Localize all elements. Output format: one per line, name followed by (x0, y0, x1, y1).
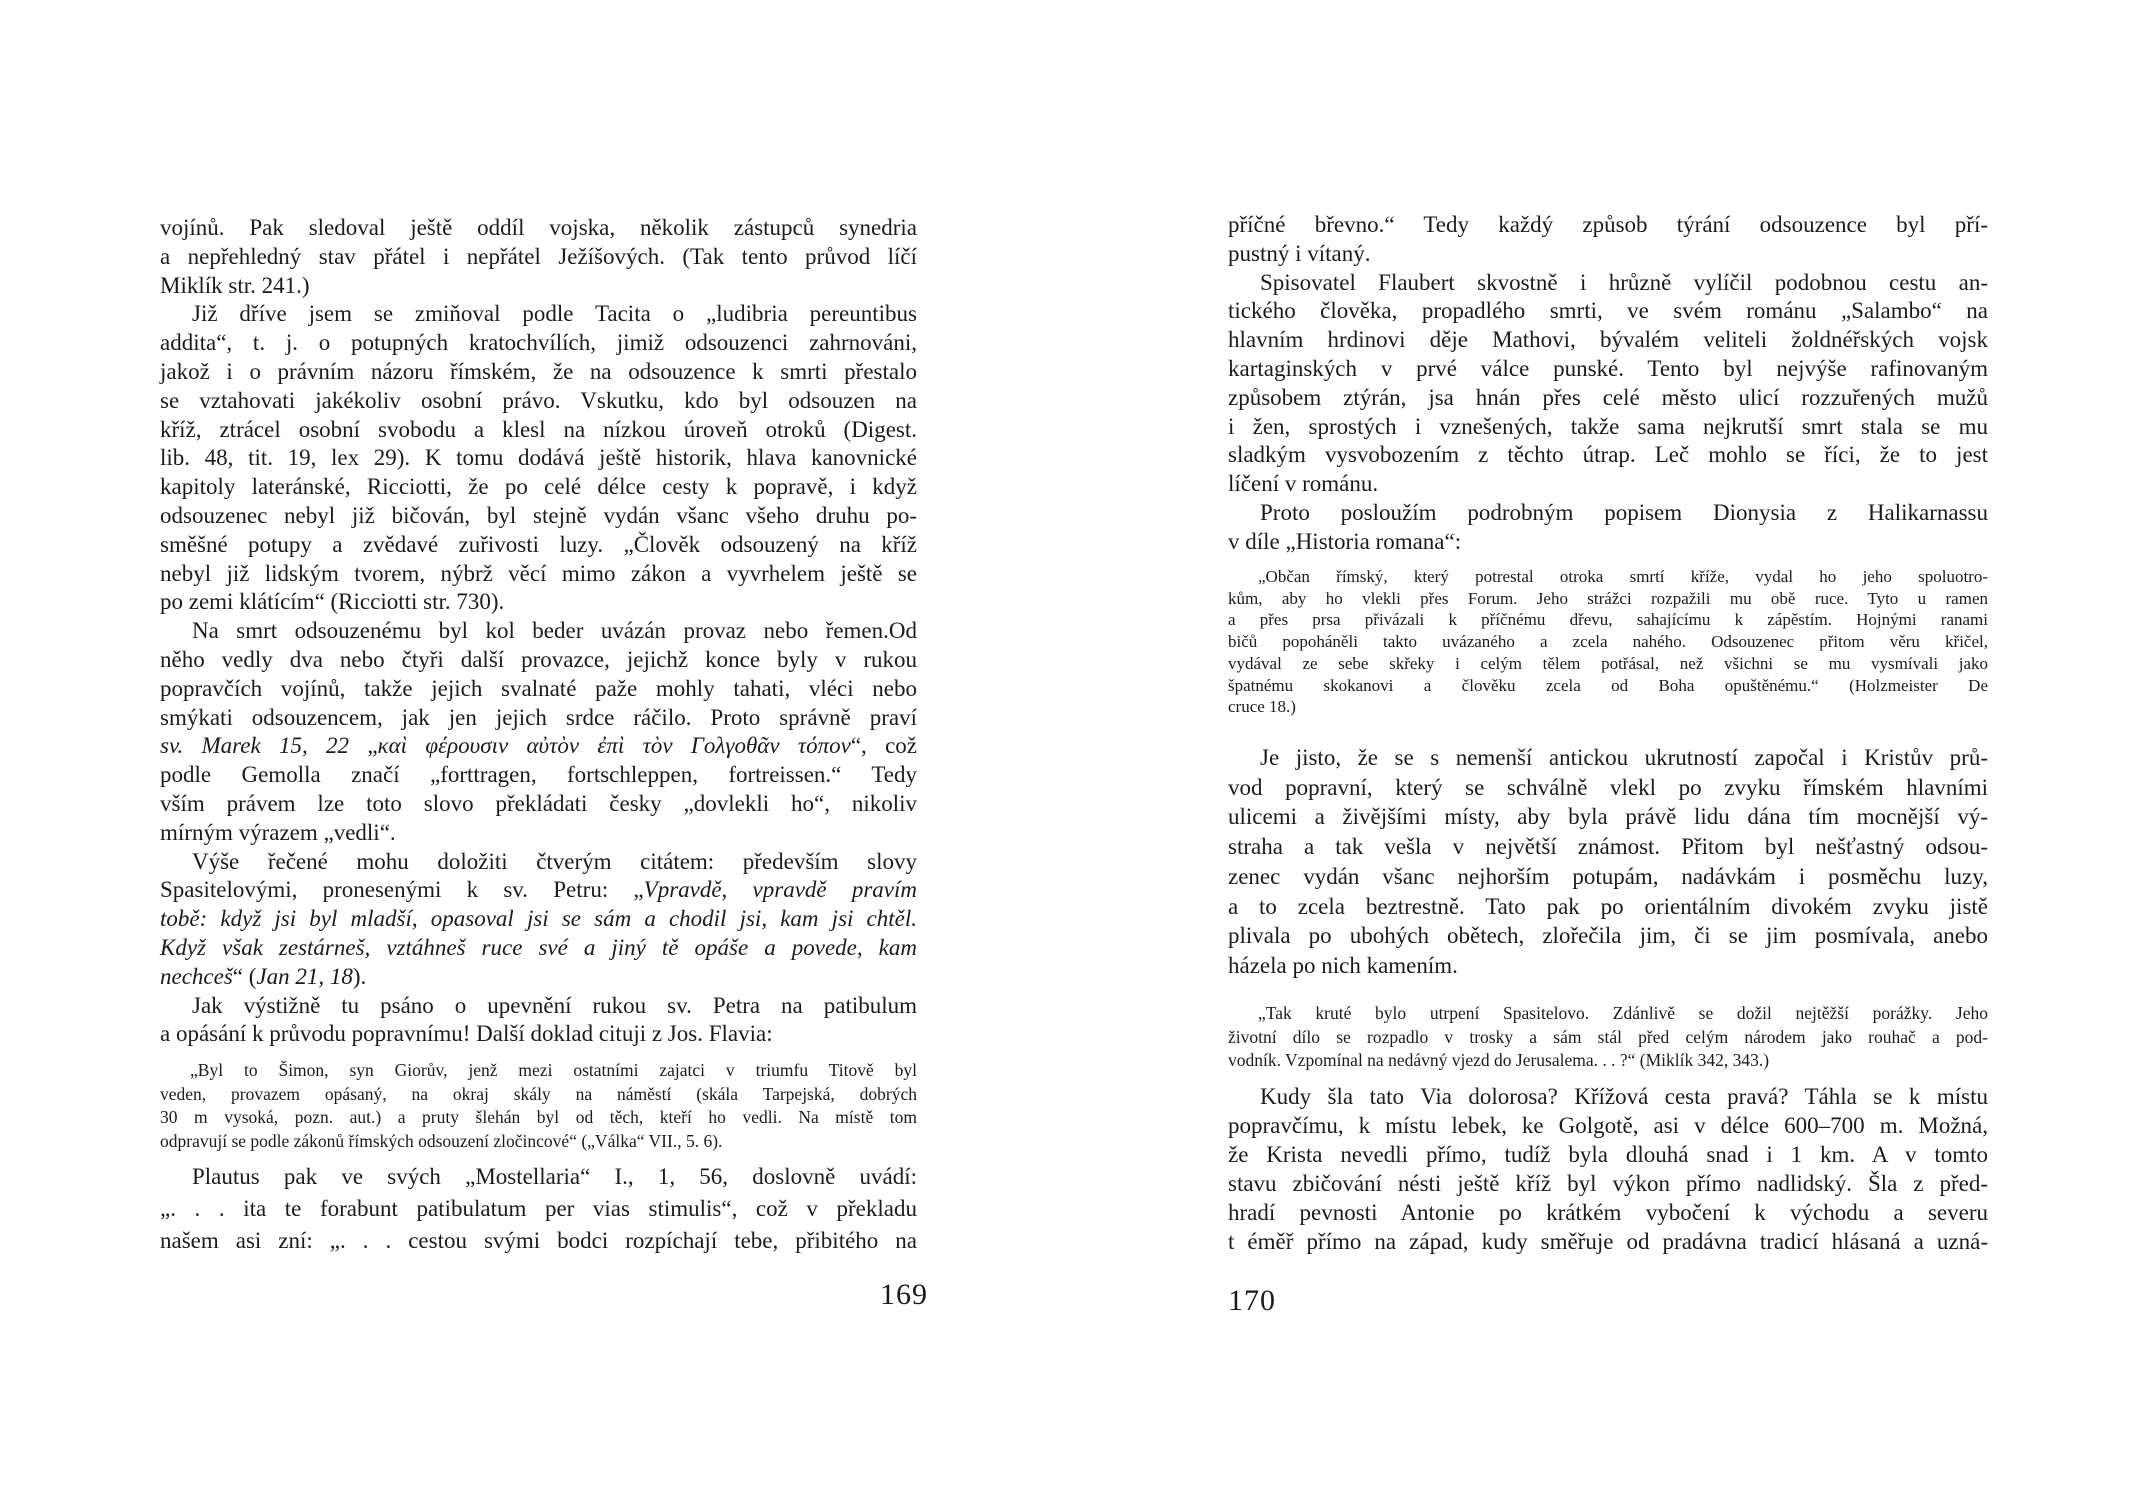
paragraph (160, 992, 917, 1050)
paragraph (160, 300, 917, 617)
text-line: bičů popoháněli takto uvázaného a zcela nahého. Odsouzenec přitom věru křičel, (1228, 632, 1988, 652)
text-line: t éměř přímo na západ, kudy směřuje od pradávna tradicí hlásaná a uzná- (1228, 1229, 1988, 1254)
text-line: i žen, sprostých i vznešených, takže sama nejkrutší smrt stala se mu (1228, 413, 1988, 439)
text-line: addita“, t. j. o potupných kratochvílích, jimiž odsouzenci zahrnováni, (160, 330, 917, 356)
text-segment: Spasitelovými, pronesenými k sv. Petru: „ (160, 877, 644, 903)
text-line: odpravují se podle zákonů římských odsouzení zločincové“ („Válka“ VII., 5. 6). (160, 1130, 723, 1151)
text-segment: “ ( (232, 963, 257, 989)
text-line: Miklík str. 241.) (160, 272, 310, 298)
text-line: kříž, ztrácel osobní svobodu a klesl na nízkou úroveň otroků (Digest. (160, 416, 917, 442)
italic-text: Vpravdě, vpravdě pravím (643, 877, 917, 903)
text-line: hlavním hrdinovi děje Mathovi, bývalém veliteli žoldnéřských vojsk (1228, 327, 1988, 353)
book-page-right (1065, 0, 2130, 1500)
page-number: 169 (880, 1278, 928, 1311)
text-line: tického člověka, propadlého smrti, ve svém románu „Salambo“ na (1228, 298, 1988, 324)
paragraph (1228, 743, 1988, 981)
text-line: stavu zbičování nésti ještě kříž byl výkon přímo nadlidský. Šla z před- (1228, 1171, 1988, 1196)
text-line: našem asi zní: „. . . cestou svými bodci rozpíchají tebe, přibitého na (160, 1228, 917, 1253)
block-quotation (1228, 566, 1988, 718)
text-line: kartaginských v prvé válce punské. Tento byl nejvýše rafinovaným (1228, 355, 1988, 381)
paragraph (1228, 566, 1988, 718)
text-line: veden, provazem opásaný, na okraj skály na náměstí (skála Tarpejská, dobrých (160, 1083, 917, 1104)
body-text-block (160, 214, 917, 1049)
text-line: se vztahovati jakékoliv osobní právo. Vskutku, kdo byl odsouzen na (160, 387, 917, 413)
text-line: vším právem lze toto slovo překládati česky „dovlekli ho“, nikoliv (160, 790, 917, 816)
italic-text: Když však zestárneš, vztáhneš ruce své a jiný tě opáše a povede, kam (160, 934, 917, 960)
text-line: „Tak kruté bylo utrpení Spasitelovo. Zdánlivě se dožil nejtěžší porážky. Jeho (1258, 1003, 1988, 1023)
text-line: a opásání k průvodu popravnímu! Další doklad cituji z Jos. Flavia: (160, 1021, 773, 1047)
text-line: Je jisto, že se s nemenší antickou ukrutností započal i Kristův prů- (1260, 745, 1988, 770)
text-line: kapitoly lateránské, Ricciotti, že po celé délce cesty k popravě, i když (160, 474, 917, 500)
text-line: něho vedly dva nebo čtyři další provazce, jejichž konce byly v rukou (160, 646, 917, 672)
text-line (160, 963, 917, 992)
text-line: po zemi klátícím“ (Ricciotti str. 730). (160, 589, 505, 615)
body-text-block (1228, 211, 1988, 557)
text-line: vojínů. Pak sledoval ještě oddíl vojska, několik zástupců synedria (160, 215, 917, 240)
text-line (160, 934, 917, 963)
text-segment: ). (352, 963, 367, 989)
body-text-block (1228, 1082, 1988, 1256)
text-segment: “, což (850, 733, 917, 759)
text-line: kům, aby ho vlekli přes Forum. Jeho strážci rozpažili mu obě ruce. Tyto u ramen (1228, 588, 1988, 608)
text-line: pustný i vítaný. (1228, 240, 1371, 266)
paragraph (1228, 1002, 1988, 1073)
text-line: životní dílo se rozpadlo v trosky a sám stál před celým národem jako rouhač a pod- (1228, 1026, 1988, 1047)
text-line (160, 905, 917, 934)
text-line: ulicemi a živějšími místy, aby byla právě lidu dána tím mocnější vý- (1228, 804, 1988, 830)
text-line: Jak výstižně tu psáno o upevnění rukou sv. Petra na patibulum (192, 992, 917, 1018)
text-line (160, 732, 917, 761)
text-line: že Krista nevedli přímo, tudíž byla dlouhá snad i 1 km. A v tomto (1228, 1142, 1988, 1167)
text-line: popravčích vojínů, takže jejich svalnaté paže mohly tahati, vléci nebo (160, 675, 917, 701)
text-line: Výše řečené mohu doložiti čtverým citátem: především slovy (192, 848, 917, 874)
text-line: mírným výrazem „vedli“. (160, 819, 396, 845)
body-text-block (1228, 743, 1988, 981)
block-quotation (160, 1059, 917, 1153)
page-number: 170 (1228, 1284, 1276, 1317)
text-line: straha a tak vešla v největší známost. Přitom byl nešťastný odsou- (1228, 834, 1988, 860)
paragraph (160, 848, 917, 992)
paragraph (160, 214, 917, 300)
paragraph (1228, 269, 1988, 499)
text-line: vod popravní, který se schválně vlekl po zvyku římském hlavními (1228, 774, 1988, 800)
block-quotation (1228, 1002, 1988, 1073)
paragraph (1228, 211, 1988, 269)
text-line: podle Gemolla značí „forttragen, fortschleppen, fortreissen.“ Tedy (160, 762, 917, 788)
paragraph (1228, 499, 1988, 557)
paragraph (160, 1059, 917, 1153)
text-line: a přes prsa přivázali k příčnému dřevu, sahajícímu k zápěstím. Hojnými ranami (1228, 610, 1988, 630)
text-line: a to zcela beztrestně. Tato pak po orientálním divokém zvyku jistě (1228, 893, 1988, 919)
italic-text: καὶ φέρουσιν αὐτὸν ἐπὶ τὸν Γολγοθᾶν τόπον (377, 733, 851, 759)
text-line: vodník. Vzpomínal na nedávný vjezd do Jerusalema. . . ?“ (Miklík 342, 343.) (1228, 1050, 1770, 1070)
paragraph (1228, 1082, 1988, 1256)
italic-text: tobě: když jsi byl mladší, opasoval jsi se sám a chodil jsi, kam jsi chtěl. (160, 906, 917, 932)
text-line: Na smrt odsouzenému byl kol beder uvázán provaz nebo řemen.Od (192, 618, 917, 644)
text-line: nebyl již lidským tvorem, nýbrž věcí mimo zákon a vyvrhelem ještě se (160, 560, 917, 586)
text-line: způsobem ztýrán, jsa hnán přes celé město ulicí rozzuřených mužů (1228, 384, 1988, 410)
text-line: popravčímu, k místu lebek, ke Golgotě, asi v délce 600–700 m. Možná, (1228, 1113, 1988, 1138)
text-line: 30 m vysoká, pozn. aut.) a pruty šlehán byl od těch, kteří ho vedli. Na místě tom (160, 1107, 917, 1127)
text-line: „Byl to Šimon, syn Giorův, jenž mezi ostatními zajatci v triumfu Titově byl (190, 1060, 917, 1080)
text-line: lib. 48, tit. 19, lex 29). K tomu dodává ještě historik, hlava kanovnické (160, 445, 917, 471)
italic-text: sv. Marek 15, 22 (160, 733, 368, 759)
text-line: smýkati odsouzencem, jak jen jejich srdce ráčilo. Proto správně praví (160, 704, 917, 730)
text-line: Proto posloužím podrobným popisem Dionysia z Halikarnassu (1260, 499, 1988, 525)
paragraph (160, 617, 917, 847)
text-line: „. . . ita te forabunt patibulatum per vias stimulis“, což v překladu (160, 1196, 917, 1221)
text-line: špatnému skokanovi a člověku zcela od Boha opuštěnému.“ (Holzmeister De (1228, 675, 1988, 695)
text-line: směšné potupy a zvědavé zuřivosti luzy. „Člověk odsouzený na kříž (160, 531, 917, 557)
text-line: cruce 18.) (1228, 697, 1296, 717)
text-line: zenec vydán všanc nejhorším potupám, nadávkám i posměchu luzy, (1228, 863, 1988, 889)
text-line: sladkým vysvobozením z těchto útrap. Leč mohlo se říci, že to jest (1228, 442, 1988, 468)
text-line: odsouzenec nebyl již bičován, byl stejně vydán všanc všeho druhu po- (160, 502, 917, 528)
text-line: Kudy šla tato Via dolorosa? Křížová cesta pravá? Táhla se k místu (1260, 1084, 1988, 1109)
paragraph (160, 1161, 917, 1257)
text-line: plivala po ubohých obětech, zlořečila jim, či se jim posmívala, anebo (1228, 923, 1988, 949)
text-line: jakož i o právním názoru římském, že na odsouzence k smrti přestalo (160, 358, 917, 384)
text-line: Plautus pak ve svých „Mostellaria“ I., 1, 56, doslovně uvádí: (192, 1164, 917, 1189)
text-line: Již dříve jsem se zmiňoval podle Tacita o „ludibria pereuntibus (192, 301, 917, 327)
text-line: házela po nich kamením. (1228, 952, 1458, 978)
text-line: hradí pevnosti Antonie po krátkém vybočení k východu a severu (1228, 1200, 1988, 1225)
text-line: „Občan římský, který potrestal otroka smrtí kříže, vydal ho jeho spoluotro- (1258, 567, 1988, 586)
text-line: Spisovatel Flaubert skvostně i hrůzně vylíčil podobnou cestu an- (1260, 269, 1988, 295)
body-text-block (160, 1161, 917, 1257)
text-line: a nepřehledný stav přátel i nepřátel Ježíšových. (Tak tento průvod líčí (160, 243, 917, 269)
text-line: v díle „Historia romana“: (1228, 528, 1462, 554)
italic-text: Jan 21, 18 (256, 963, 353, 989)
text-line: vydával ze sebe skřeky i celým tělem potřásal, než všichni se mu vysmívali jako (1228, 653, 1988, 673)
italic-text: nechceš (160, 963, 233, 989)
text-line: líčení v románu. (1228, 471, 1379, 497)
text-segment: „ (367, 733, 378, 759)
text-line (160, 876, 917, 905)
text-line: příčné břevno.“ Tedy každý způsob týrání odsouzence byl pří- (1228, 212, 1988, 237)
